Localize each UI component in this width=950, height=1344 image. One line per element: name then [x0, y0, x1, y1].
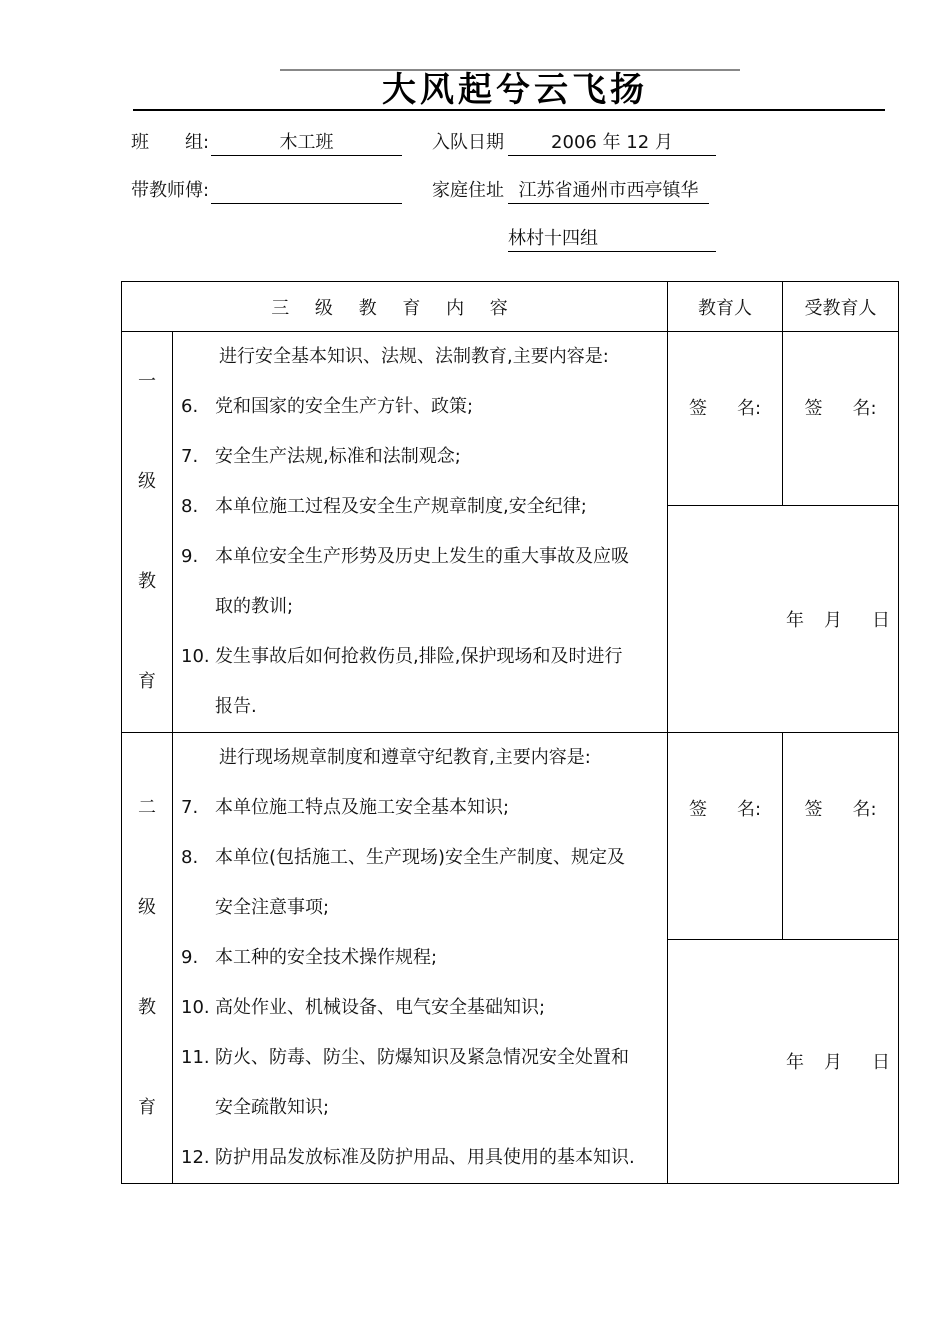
- level2-label: 二 级 教 育: [122, 733, 173, 1184]
- list-item: 10. 高处作业、机械设备、电气安全基础知识;: [181, 997, 546, 1018]
- address-field-line2: 林村十四组: [508, 227, 716, 252]
- list-item-continuation: 安全注意事项;: [215, 897, 330, 918]
- address-label: 家庭住址: [432, 180, 504, 201]
- level2-content: [173, 733, 668, 1184]
- education-table: [121, 281, 899, 1184]
- list-item: 12. 防护用品发放标准及防护用品、用具使用的基本知识.: [181, 1147, 635, 1168]
- level1-content: [173, 332, 668, 733]
- level2-educator-sign: 签 名:: [668, 733, 783, 940]
- header-educatee: 受教育人: [783, 282, 899, 332]
- list-item: 7. 本单位施工特点及施工安全基本知识;: [181, 797, 510, 818]
- list-item: 9. 本单位安全生产形势及历史上发生的重大事故及应吸: [181, 546, 629, 567]
- header-educator: 教育人: [668, 282, 783, 332]
- list-item: 8. 本单位(包括施工、生产现场)安全生产制度、规定及: [181, 847, 626, 868]
- list-item: 8. 本单位施工过程及安全生产规章制度,安全纪律;: [181, 496, 587, 517]
- address-field-line1: 江苏省通州市西亭镇华: [508, 179, 709, 204]
- list-item: 11. 防火、防毒、防尘、防爆知识及紧急情况安全处置和: [181, 1047, 629, 1068]
- list-item: 10. 发生事故后如何抢救伤员,排险,保护现场和及时进行: [181, 646, 623, 667]
- list-item-continuation: 安全疏散知识;: [215, 1097, 330, 1118]
- mentor-label: 带教师傅:: [131, 180, 210, 201]
- join-date-label: 入队日期: [432, 132, 504, 153]
- join-date-field: 2006 年 12 月: [508, 131, 716, 156]
- list-item: 9. 本工种的安全技术操作规程;: [181, 947, 438, 968]
- mentor-field: [211, 179, 402, 204]
- header-content: 三 级 教 育 内 容: [271, 297, 518, 319]
- list-item-continuation: 取的教训;: [215, 596, 294, 617]
- list-item-continuation: 报告.: [215, 696, 257, 717]
- level2-intro: 进行现场规章制度和遵章守纪教育,主要内容是:: [219, 747, 591, 768]
- level1-educator-sign: 签 名:: [668, 332, 783, 506]
- team-label: 班 组:: [131, 132, 210, 153]
- level1-educatee-sign: 签 名:: [783, 332, 899, 506]
- header-content-cell: [122, 282, 668, 332]
- page-title: 大风起兮云飞扬: [382, 70, 648, 110]
- list-item: 6. 党和国家的安全生产方针、政策;: [181, 396, 474, 417]
- level1-label: 一 级 教 育: [122, 332, 173, 733]
- level1-intro: 进行安全基本知识、法规、法制教育,主要内容是:: [219, 346, 609, 367]
- level2-educatee-sign: 签 名:: [783, 733, 899, 940]
- level2-date: 年 月 日: [668, 939, 899, 1183]
- title-bottom-rule: [133, 109, 885, 111]
- list-item: 7. 安全生产法规,标准和法制观念;: [181, 446, 461, 467]
- level1-date: 年 月 日: [668, 506, 899, 733]
- team-field: 木工班: [211, 131, 402, 156]
